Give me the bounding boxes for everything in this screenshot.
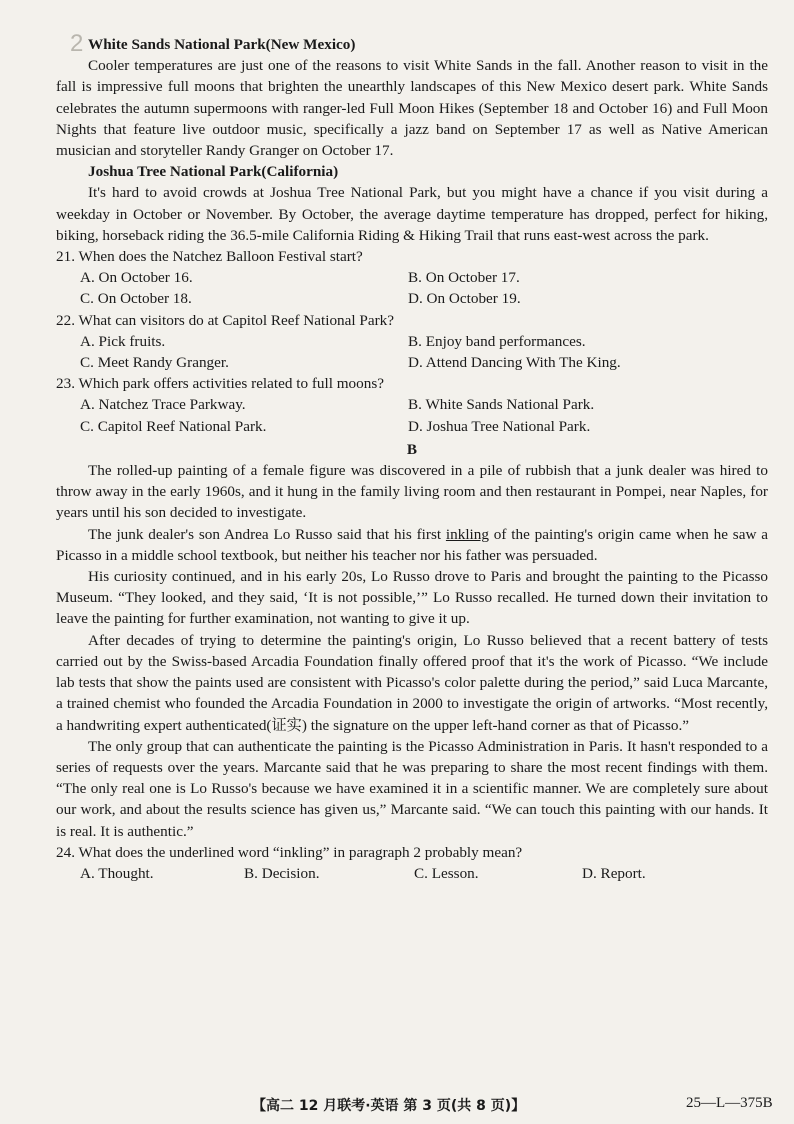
passage-b-paragraph-4: After decades of trying to determine the painting's origin, Lo Russo believed that a recent battery of tests carried out by the Swiss-based Arcadia Foundation finally offered proof that it's the work of Picasso. “We include lab tests that show the paints used are consistent with Picasso's color palette during the period,” said Luca Marcante, a trained chemist who founded the Arcadia Foundation in 2000 to investigate the origin of artworks. “Most recently, a handwriting expert authenticated(证实) the signature on the upper left-hand corner as that of Picasso.” — [56, 631, 768, 734]
exam-page — [56, 34, 768, 884]
paragraph-text: The junk dealer's son Andrea Lo Russo said that his first — [88, 525, 446, 543]
option-b: B. Decision. — [244, 864, 320, 882]
option-a: A. Natchez Trace Parkway. — [80, 396, 246, 414]
option-grid — [56, 394, 768, 436]
option-row — [56, 863, 768, 884]
question-22 — [56, 310, 768, 374]
question-stem: 21. When does the Natchez Balloon Festival start? — [56, 248, 363, 266]
option-d: D. On October 19. — [408, 290, 521, 308]
option-d: D. Joshua Tree National Park. — [408, 417, 591, 435]
joshua-tree-heading: Joshua Tree National Park(California) — [88, 163, 339, 181]
question-23 — [56, 373, 768, 437]
white-sands-heading: White Sands National Park(New Mexico) — [88, 36, 356, 53]
option-grid — [56, 331, 768, 373]
option-b: B. Enjoy band performances. — [408, 332, 586, 350]
joshua-tree-paragraph: It's hard to avoid crowds at Joshua Tree National Park, but you might have a chance if you visit during a weekday in October or November. By October, the average daytime temperature has dropped, perfect for hiking, biking, horseback riding the 36.5-mile California Riding & Hiking Trail that runs east-west across the park. — [56, 184, 768, 244]
passage-b-paragraph-1: The rolled-up painting of a female figure was discovered in a pile of rubbish that a junk dealer was hired to throw away in the early 1960s, and it hung in the family living room and then restaurant in Pompei, near Naples, for years until his son decided to investigate. — [56, 462, 768, 522]
option-b: B. White Sands National Park. — [408, 396, 595, 414]
page-number-mark: 2 — [70, 30, 84, 57]
option-grid — [56, 267, 768, 309]
option-c: C. On October 18. — [80, 290, 192, 308]
passage-b-paragraph-2 — [56, 524, 768, 566]
option-a: A. Thought. — [80, 864, 154, 882]
question-stem: 23. Which park offers activities related to full moons? — [56, 375, 384, 393]
question-stem: 24. What does the underlined word “inkling” in paragraph 2 probably mean? — [56, 843, 523, 861]
footer-code: 25—L—375B — [686, 1095, 773, 1111]
passage-b-paragraph-3: His curiosity continued, and in his early 20s, Lo Russo drove to Paris and brought the painting to the Picasso Museum. “They looked, and they said, ‘It is not possible,’” Lo Russo recalled. He turned down their invitation to leave the painting for further examination, not wanting to give it up. — [56, 568, 768, 628]
option-a: A. Pick fruits. — [80, 332, 166, 350]
option-c: C. Capitol Reef National Park. — [80, 417, 267, 435]
question-stem: 22. What can visitors do at Capitol Reef National Park? — [56, 311, 394, 329]
question-24 — [56, 842, 768, 884]
section-b-label: B — [406, 440, 418, 458]
option-c: C. Lesson. — [414, 864, 479, 882]
option-d: D. Report. — [582, 864, 646, 882]
question-21 — [56, 246, 768, 310]
option-b: B. On October 17. — [408, 269, 520, 287]
option-a: A. On October 16. — [80, 269, 193, 287]
white-sands-paragraph: Cooler temperatures are just one of the reasons to visit White Sands in the fall. Another reason to visit in the fall is impressive full moons that brighten the unearthly landscapes of this New Mexico desert park. White Sands celebrates the autumn supermoons with ranger-led Full Moon Hikes (September 18 and October 16) and Full Moon Nights that feature live outdoor music, specifically a jazz band on September 17 as well as Native American musician and storyteller Randy Granger on October 17. — [56, 57, 768, 160]
paragraph-text: of the painting's origin came when he saw a Picasso in a middle school textbook, but neither his teacher nor his father was persuaded. — [56, 525, 768, 564]
option-c: C. Meet Randy Granger. — [80, 354, 229, 372]
underlined-word: inkling — [445, 525, 489, 543]
option-d: D. Attend Dancing With The King. — [408, 354, 621, 372]
page-footer — [0, 1095, 794, 1119]
passage-b-paragraph-5: The only group that can authenticate the painting is the Picasso Administration in Paris. It hasn't responded to a series of requests over the years. Marcante said that he was preparing to share the most recent findings with them. “The only real one is Lo Russo's because we have examined it in a scientific manner. We are completely sure about our work, and about the results science has given us,” Marcante said. “We can touch this painting with our hands. It is real. It is authentic.” — [56, 737, 768, 840]
footer-exam-info: 【高二 12 月联考·英语 第 3 页(共 8 页)】 — [252, 1098, 526, 1114]
